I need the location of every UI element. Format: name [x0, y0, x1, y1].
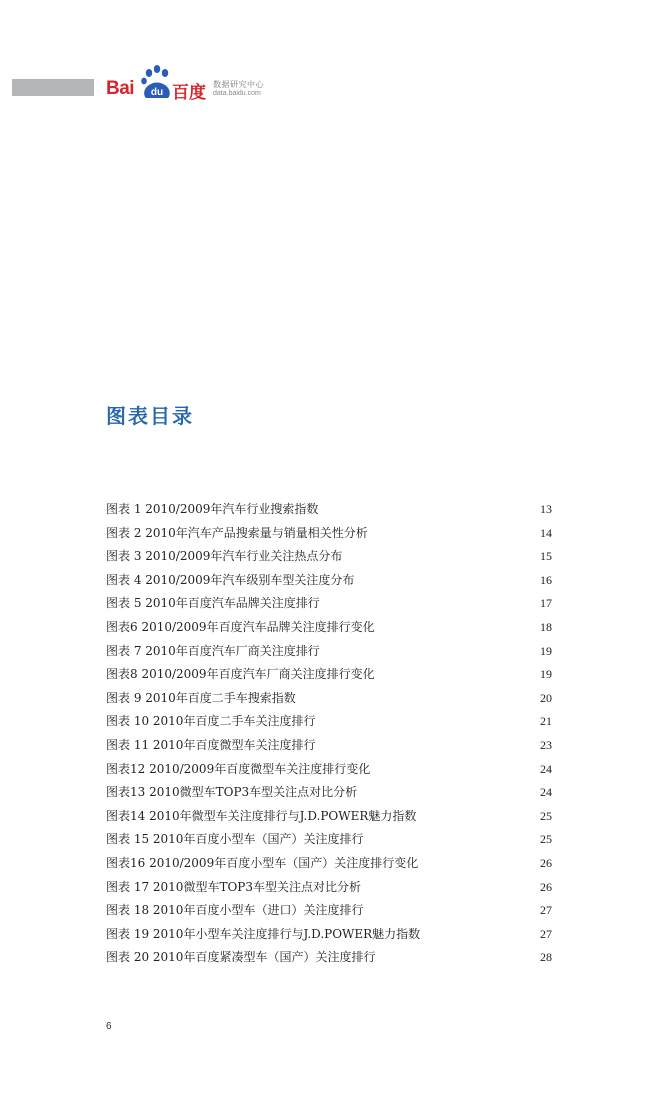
toc-item[interactable] [106, 781, 552, 805]
toc-item-label: 图表 20 2010年百度紧凑型车（国产）关注度排行 [106, 950, 376, 965]
logo-chinese-text: 百度 [172, 83, 206, 103]
page-number: 6 [106, 1021, 112, 1032]
toc-item[interactable] [106, 569, 552, 593]
toc-item-page: 27 [540, 903, 552, 918]
toc-item-label: 图表 10 2010年百度二手车关注度排行 [106, 714, 316, 729]
toc-item-page: 21 [540, 714, 552, 729]
toc-item-label: 图表 3 2010/2009年汽车行业关注热点分布 [106, 549, 343, 564]
toc-item[interactable] [106, 616, 552, 640]
toc-item-label: 图表 1 2010/2009年汽车行业搜索指数 [106, 502, 319, 516]
paw-icon [140, 64, 174, 100]
toc-item-page: 13 [540, 502, 552, 516]
toc-item-label: 图表 18 2010年百度小型车（进口）关注度排行 [106, 903, 364, 918]
toc-item-label: 图表16 2010/2009年百度小型车（国产）关注度排行变化 [106, 855, 419, 870]
toc-item-page: 19 [540, 667, 552, 682]
toc-item-page: 14 [540, 525, 552, 540]
toc-item-label: 图表8 2010/2009年百度汽车厂商关注度排行变化 [106, 667, 375, 682]
toc-item[interactable] [106, 710, 552, 734]
toc-item-label: 图表 9 2010年百度二手车搜索指数 [106, 690, 296, 705]
toc-item-label: 图表 4 2010/2009年汽车级别车型关注度分布 [106, 572, 355, 587]
toc-item[interactable] [106, 828, 552, 852]
header-decor-bar [12, 79, 94, 96]
toc-item-page: 27 [540, 926, 552, 941]
toc-item[interactable] [106, 687, 552, 711]
toc-item-label: 图表 5 2010年百度汽车品牌关注度排行 [106, 596, 320, 611]
toc-item-page: 28 [540, 950, 552, 965]
toc-item-label: 图表 17 2010微型车TOP3车型关注点对比分析 [106, 879, 361, 894]
toc-item[interactable] [106, 876, 552, 900]
toc-item-label: 图表 15 2010年百度小型车（国产）关注度排行 [106, 832, 364, 847]
toc-item[interactable] [106, 640, 552, 664]
toc-item-label: 图表 2 2010年汽车产品搜索量与销量相关性分析 [106, 525, 368, 540]
logo-subtitle-url: data.baidu.com [213, 90, 261, 97]
toc-item-page: 25 [540, 808, 552, 823]
toc-item-label: 图表 19 2010年小型车关注度排行与J.D.POWER魅力指数 [106, 926, 421, 941]
toc-item[interactable] [106, 663, 552, 687]
toc-item-page: 23 [540, 737, 552, 752]
toc-item[interactable] [106, 758, 552, 782]
paw-text: du [150, 87, 164, 98]
logo-latin-text: Bai [106, 78, 135, 99]
toc-item-page: 26 [540, 879, 552, 894]
toc-item-page: 15 [540, 549, 552, 564]
toc-item-page: 26 [540, 855, 552, 870]
toc-item-page: 24 [540, 785, 552, 800]
toc-item-page: 25 [540, 832, 552, 847]
toc-item[interactable] [106, 498, 552, 522]
toc-item-page: 24 [540, 761, 552, 776]
toc-item[interactable] [106, 522, 552, 546]
toc-item-label: 图表14 2010年微型车关注度排行与J.D.POWER魅力指数 [106, 808, 417, 823]
toc-item[interactable] [106, 899, 552, 923]
logo-subtitle-cn: 数据研究中心 [213, 80, 264, 89]
toc-item-label: 图表 11 2010年百度微型车关注度排行 [106, 737, 316, 752]
toc-item-label: 图表12 2010/2009年百度微型车关注度排行变化 [106, 761, 371, 776]
toc-list [106, 498, 552, 970]
toc-item[interactable] [106, 734, 552, 758]
toc-item-label: 图表6 2010/2009年百度汽车品牌关注度排行变化 [106, 619, 375, 634]
toc-item-page: 19 [540, 643, 552, 658]
toc-item-page: 18 [540, 619, 552, 634]
toc-item[interactable] [106, 852, 552, 876]
toc-item-page: 16 [540, 572, 552, 587]
toc-item[interactable] [106, 592, 552, 616]
toc-item-page: 17 [540, 596, 552, 611]
baidu-logo [106, 64, 286, 102]
toc-item[interactable] [106, 946, 552, 970]
toc-item[interactable] [106, 805, 552, 829]
toc-item[interactable] [106, 545, 552, 569]
toc-item-label: 图表13 2010微型车TOP3车型关注点对比分析 [106, 785, 358, 800]
toc-item-page: 20 [540, 690, 552, 705]
toc-item[interactable] [106, 923, 552, 947]
toc-title: 图表目录 [106, 404, 194, 428]
toc-item-label: 图表 7 2010年百度汽车厂商关注度排行 [106, 643, 320, 658]
